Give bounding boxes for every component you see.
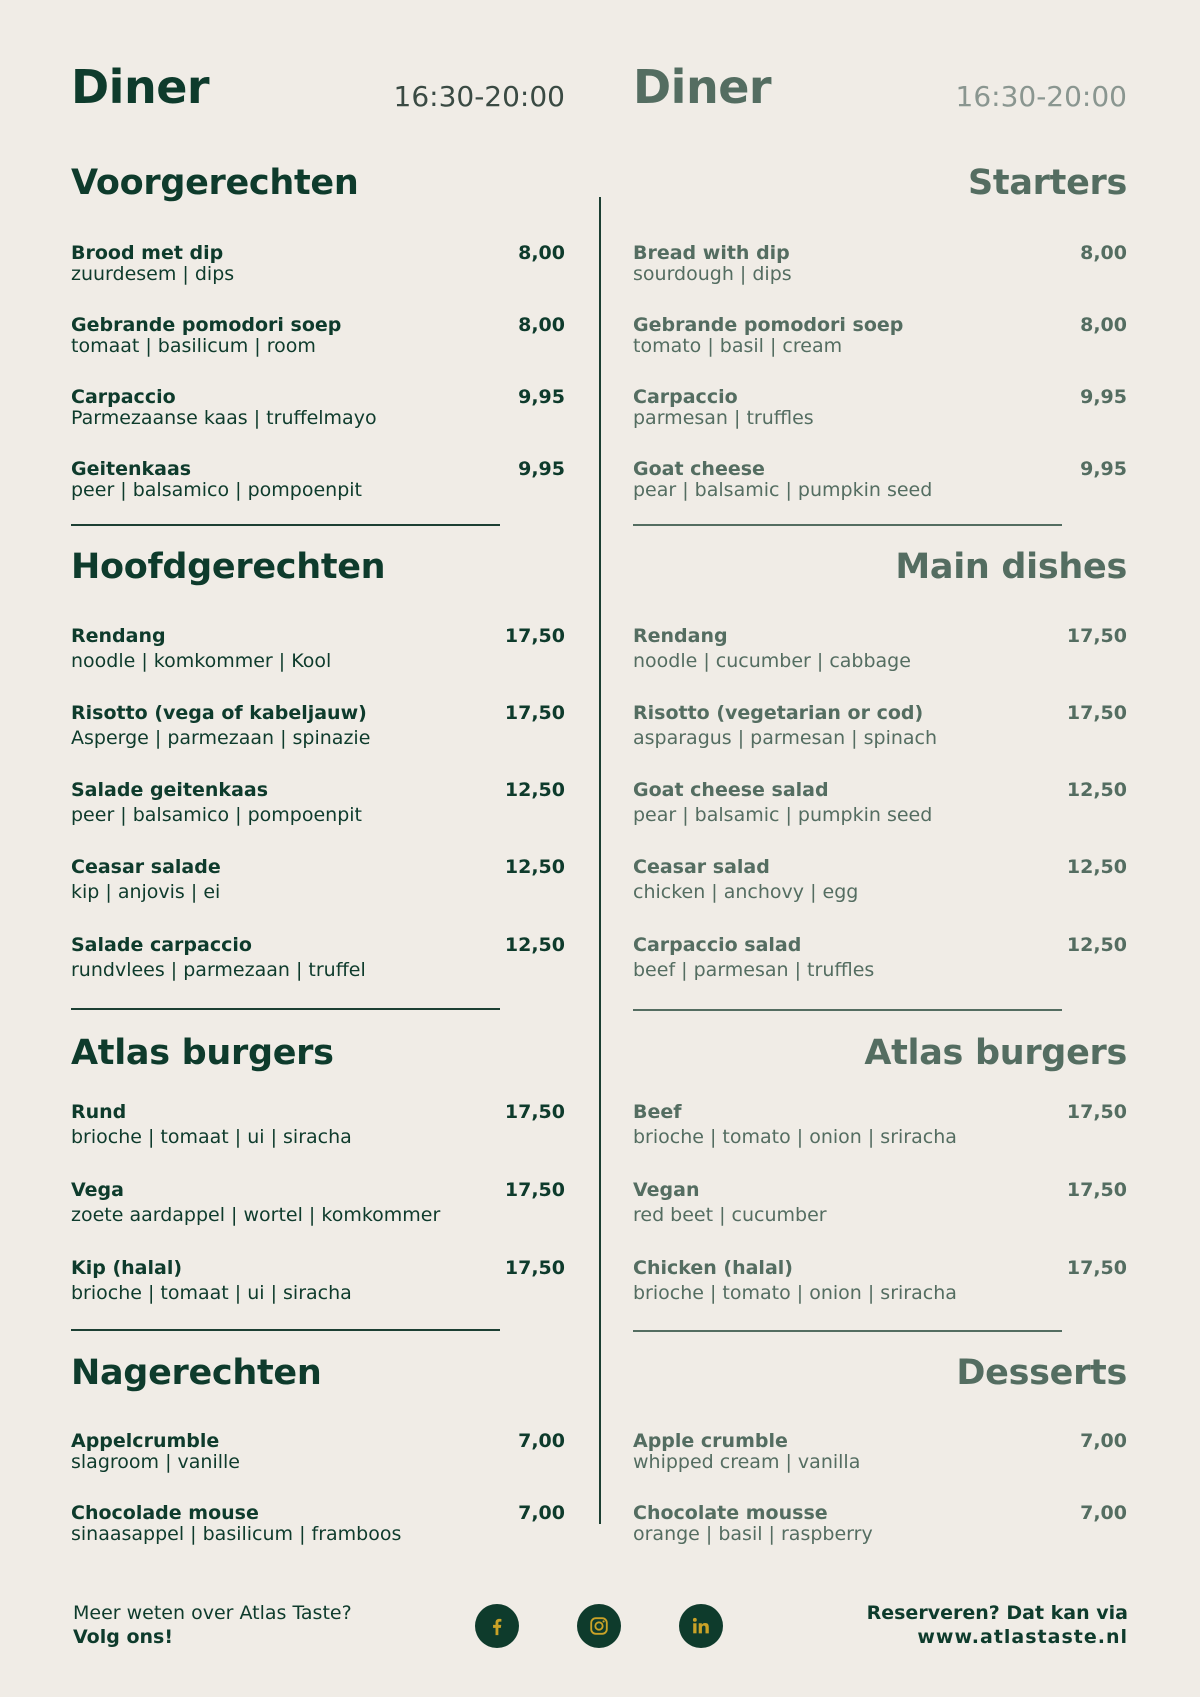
item-name: Vega	[71, 1179, 124, 1201]
item-name: Carpaccio	[633, 386, 738, 408]
item-name: Beef	[633, 1101, 682, 1123]
item-description: brioche | tomato | onion | sriracha	[633, 1282, 957, 1304]
item-price: 17,50	[504, 1257, 565, 1279]
section-title-mains: Hoofdgerechten	[71, 547, 386, 587]
item-price: 9,95	[518, 458, 565, 480]
item-description: peer | balsamico | pompoenpit	[71, 479, 362, 501]
item-name: Ceasar salade	[71, 856, 221, 878]
menu-item	[71, 857, 565, 903]
section-divider	[633, 1009, 1062, 1011]
website-link[interactable]: www.atlastaste.nl	[917, 1626, 1128, 1648]
menu-item	[71, 703, 565, 749]
item-name: Appelcrumble	[71, 1430, 220, 1452]
menu-item	[633, 459, 1127, 501]
item-name: Rund	[71, 1101, 127, 1123]
item-name: Goat cheese salad	[633, 779, 829, 801]
item-name: Rendang	[71, 625, 166, 647]
item-description: sourdough | dips	[633, 263, 792, 285]
item-price: 9,95	[1080, 386, 1127, 408]
menu-item	[633, 1102, 1127, 1148]
footer-reserve-text	[867, 1601, 1128, 1649]
item-name: Gebrande pomodori soep	[633, 314, 904, 336]
item-description: peer | balsamico | pompoenpit	[71, 804, 362, 826]
footer-follow-text	[73, 1601, 352, 1649]
menu-item	[633, 315, 1127, 357]
linkedin-button[interactable]	[679, 1604, 723, 1648]
menu-item	[633, 703, 1127, 749]
item-description: tomato | basil | cream	[633, 335, 843, 357]
item-description: brioche | tomato | onion | sriracha	[633, 1126, 957, 1148]
title-row	[71, 60, 565, 120]
item-name: Salade carpaccio	[71, 934, 252, 956]
item-description: Parmezaanse kaas | truffelmayo	[71, 407, 377, 429]
title-row	[633, 60, 1127, 120]
item-name: Chocolate mousse	[633, 1502, 828, 1524]
item-description: tomaat | basilicum | room	[71, 335, 316, 357]
menu-item	[633, 1258, 1127, 1304]
item-description: asparagus | parmesan | spinach	[633, 727, 938, 749]
item-description: brioche | tomaat | ui | siracha	[71, 1126, 352, 1148]
section-title-starters: Starters	[968, 163, 1127, 203]
item-price: 17,50	[1066, 1179, 1127, 1201]
menu-item	[71, 1503, 565, 1545]
item-price: 17,50	[504, 1101, 565, 1123]
menu-item	[633, 243, 1127, 285]
item-name: Kip (halal)	[71, 1257, 183, 1279]
facebook-button[interactable]	[475, 1604, 519, 1648]
linkedin-icon	[690, 1615, 712, 1637]
item-price: 12,50	[504, 779, 565, 801]
item-name: Apple crumble	[633, 1430, 788, 1452]
column-divider	[599, 197, 601, 1524]
item-name: Risotto (vegetarian or cod)	[633, 702, 924, 724]
instagram-button[interactable]	[577, 1604, 621, 1648]
item-price: 12,50	[1066, 856, 1127, 878]
item-name: Carpaccio	[71, 386, 176, 408]
item-price: 9,95	[518, 386, 565, 408]
item-price: 7,00	[1080, 1430, 1127, 1452]
item-name: Brood met dip	[71, 242, 224, 264]
item-price: 17,50	[504, 1179, 565, 1201]
item-price: 17,50	[1066, 1257, 1127, 1279]
item-name: Bread with dip	[633, 242, 790, 264]
menu-item	[71, 459, 565, 501]
item-description: zuurdesem | dips	[71, 263, 235, 285]
section-divider	[71, 1008, 500, 1010]
item-description: brioche | tomaat | ui | siracha	[71, 1282, 352, 1304]
menu-item	[633, 387, 1127, 429]
item-price: 12,50	[504, 934, 565, 956]
item-description: noodle | komkommer | Kool	[71, 650, 332, 672]
item-description: whipped cream | vanilla	[633, 1451, 861, 1473]
item-price: 12,50	[1066, 779, 1127, 801]
section-title-mains: Main dishes	[895, 547, 1127, 587]
item-description: parmesan | truffles	[633, 407, 814, 429]
item-price: 7,00	[1080, 1502, 1127, 1524]
item-price: 8,00	[1080, 242, 1127, 264]
footer-follow-cta: Volg ons!	[73, 1626, 174, 1648]
footer-follow-line: Meer weten over Atlas Taste?	[73, 1602, 352, 1624]
item-price: 9,95	[1080, 458, 1127, 480]
item-name: Gebrande pomodori soep	[71, 314, 342, 336]
item-price: 7,00	[518, 1430, 565, 1452]
menu-item	[633, 1503, 1127, 1545]
item-description: chicken | anchovy | egg	[633, 881, 859, 903]
section-title-burgers: Atlas burgers	[864, 1033, 1127, 1073]
item-description: beef | parmesan | truffles	[633, 959, 875, 981]
page-title: Diner	[633, 60, 772, 114]
item-name: Goat cheese	[633, 458, 765, 480]
section-title-starters: Voorgerechten	[71, 163, 359, 203]
item-description: pear | balsamic | pumpkin seed	[633, 479, 933, 501]
section-title-burgers: Atlas burgers	[71, 1033, 334, 1073]
item-description: zoete aardappel | wortel | komkommer	[71, 1204, 441, 1226]
item-description: red beet | cucumber	[633, 1204, 827, 1226]
menu-item	[633, 626, 1127, 672]
instagram-icon	[588, 1615, 610, 1637]
item-description: noodle | cucumber | cabbage	[633, 650, 911, 672]
section-divider	[71, 524, 500, 526]
menu-item	[633, 780, 1127, 826]
item-name: Chicken (halal)	[633, 1257, 793, 1279]
item-description: Asperge | parmezaan | spinazie	[71, 727, 371, 749]
menu-item	[633, 1180, 1127, 1226]
item-price: 17,50	[1066, 625, 1127, 647]
item-name: Ceasar salad	[633, 856, 770, 878]
facebook-icon	[486, 1615, 508, 1637]
item-price: 17,50	[1066, 702, 1127, 724]
item-name: Vegan	[633, 1179, 700, 1201]
menu-item	[633, 935, 1127, 981]
item-name: Risotto (vega of kabeljauw)	[71, 702, 367, 724]
item-name: Salade geitenkaas	[71, 779, 269, 801]
item-description: slagroom | vanille	[71, 1451, 240, 1473]
item-price: 8,00	[518, 242, 565, 264]
item-price: 8,00	[518, 314, 565, 336]
opening-hours: 16:30-20:00	[393, 80, 565, 113]
item-price: 8,00	[1080, 314, 1127, 336]
item-name: Geitenkaas	[71, 458, 192, 480]
menu-item	[71, 626, 565, 672]
menu-item	[71, 935, 565, 981]
menu-item	[71, 780, 565, 826]
item-price: 17,50	[1066, 1101, 1127, 1123]
item-price: 17,50	[504, 702, 565, 724]
section-divider	[633, 524, 1062, 526]
item-price: 17,50	[504, 625, 565, 647]
section-divider	[633, 1330, 1062, 1332]
menu-item	[71, 1258, 565, 1304]
section-divider	[71, 1329, 500, 1331]
item-name: Rendang	[633, 625, 728, 647]
item-description: kip | anjovis | ei	[71, 881, 221, 903]
menu-item	[633, 1431, 1127, 1473]
item-description: orange | basil | raspberry	[633, 1523, 873, 1545]
item-name: Carpaccio salad	[633, 934, 802, 956]
menu-item	[633, 857, 1127, 903]
menu-item	[71, 1102, 565, 1148]
menu-item	[71, 315, 565, 357]
item-description: pear | balsamic | pumpkin seed	[633, 804, 933, 826]
footer-reserve-line: Reserveren? Dat kan via	[866, 1602, 1128, 1624]
menu-item	[71, 1180, 565, 1226]
item-price: 12,50	[504, 856, 565, 878]
item-price: 12,50	[1066, 934, 1127, 956]
item-price: 7,00	[518, 1502, 565, 1524]
item-description: sinaasappel | basilicum | framboos	[71, 1523, 402, 1545]
opening-hours: 16:30-20:00	[955, 80, 1127, 113]
page-title: Diner	[71, 60, 210, 114]
menu-item	[71, 1431, 565, 1473]
item-description: rundvlees | parmezaan | truffel	[71, 959, 366, 981]
item-name: Chocolade mouse	[71, 1502, 259, 1524]
menu-item	[71, 387, 565, 429]
section-title-desserts: Desserts	[956, 1353, 1127, 1393]
section-title-desserts: Nagerechten	[71, 1353, 322, 1393]
menu-item	[71, 243, 565, 285]
